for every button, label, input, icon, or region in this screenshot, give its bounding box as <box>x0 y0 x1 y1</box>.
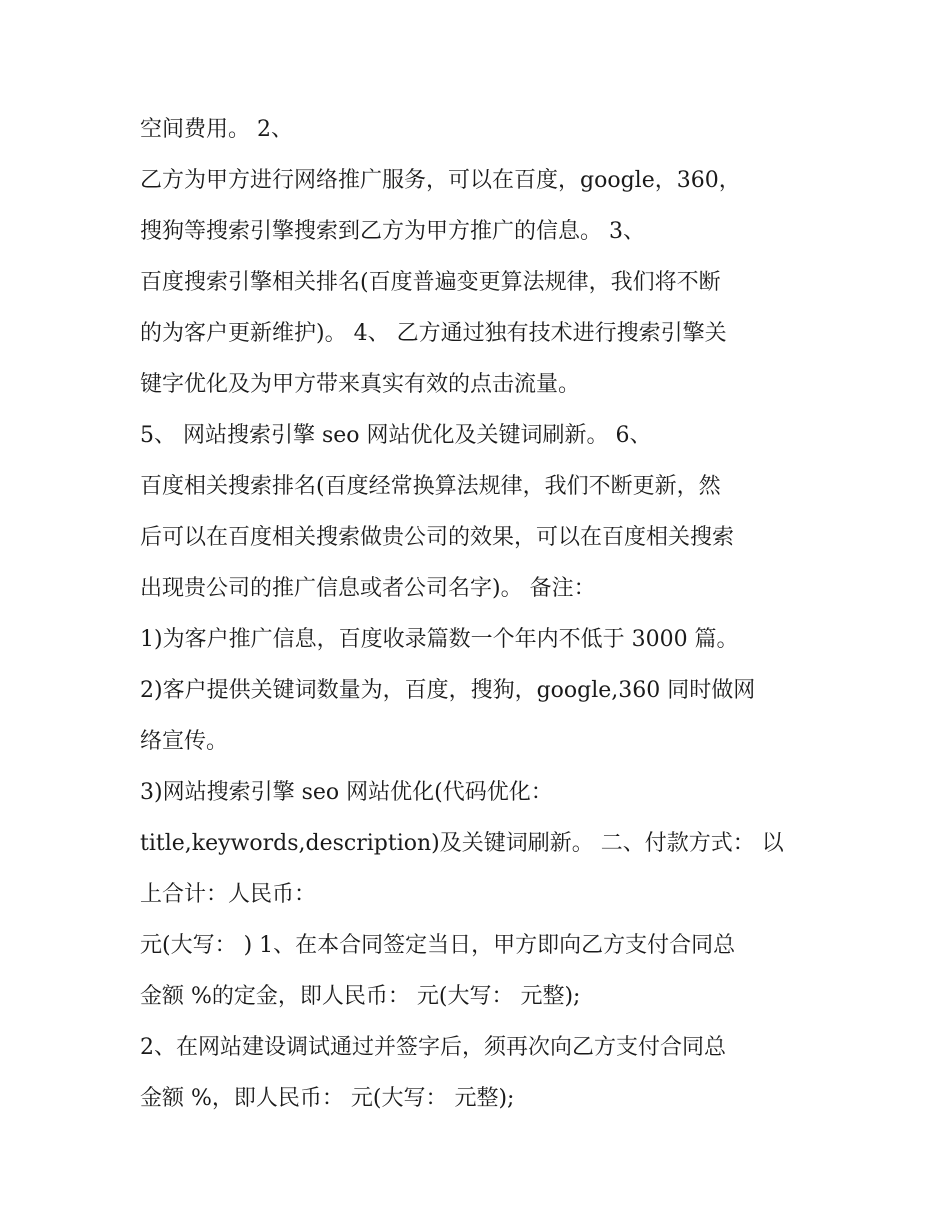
text-line: 金额 %，即人民币： 元(大写： 元整); <box>140 1086 515 1111</box>
text-line: 1)为客户推广信息，百度收录篇数一个年内不低于 3000 篇。 <box>140 627 739 652</box>
text-line: 金额 %的定金，即人民币： 元(大写： 元整); <box>140 984 581 1009</box>
text-line: 后可以在百度相关搜索做贵公司的效果，可以在百度相关搜索 <box>140 525 735 550</box>
text-line: 乙方为甲方进行网络推广服务，可以在百度，google，360， <box>140 168 741 193</box>
text-line: title,keywords,description)及关键词刷新。 二、付款方式： 以 <box>140 831 784 856</box>
text-line: 百度搜索引擎相关排名(百度普遍变更算法规律，我们将不断 <box>140 270 721 295</box>
text-line: 键字优化及为甲方带来真实有效的点击流量。 <box>140 372 581 397</box>
text-line: 上合计：人民币： <box>140 882 317 907</box>
text-line: 元(大写： ) 1、在本合同签定当日，甲方即向乙方支付合同总 <box>140 933 736 958</box>
text-line: 5、 网站搜索引擎 seo 网站优化及关键词刷新。 6、 <box>140 423 652 448</box>
document-body <box>140 104 830 1124</box>
text-line: 搜狗等搜索引擎搜索到乙方为甲方推广的信息。 3、 <box>140 219 645 244</box>
text-line: 出现贵公司的推广信息或者公司名字)。 备注： <box>140 576 596 601</box>
text-line: 的为客户更新维护)。 4、 乙方通过独有技术进行搜索引擎关 <box>140 321 727 346</box>
text-line: 空间费用。 2、 <box>140 117 293 142</box>
text-line: 络宣传。 <box>140 729 229 754</box>
text-line: 百度相关搜索排名(百度经常换算法规律，我们不断更新，然 <box>140 474 721 499</box>
text-line: 2、在网站建设调试通过并签字后，须再次向乙方支付合同总 <box>140 1035 726 1060</box>
text-line: 3)网站搜索引擎 seo 网站优化(代码优化： <box>140 780 553 805</box>
text-line: 2)客户提供关键词数量为，百度，搜狗，google,360 同时做网 <box>140 678 756 703</box>
